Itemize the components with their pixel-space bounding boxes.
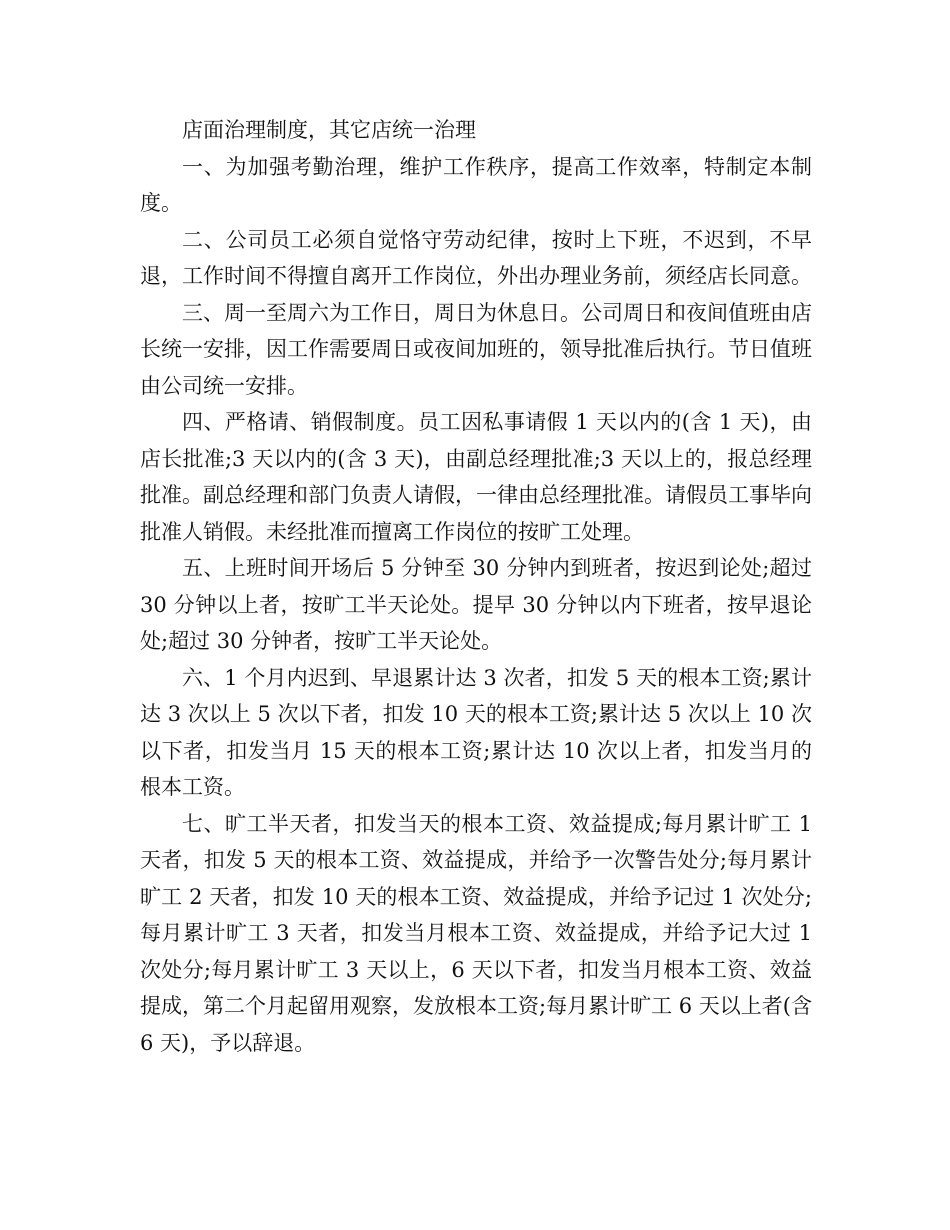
paragraph-5: 五、上班时间开场后 5 分钟至 30 分钟内到班者，按迟到论处;超过 30 分钟以上者，按旷工半天论处。提早 30 分钟以内下班者，按早退论处;超过 30 分钟者，按旷工半天论处。 [140,556,812,653]
paragraph-6: 六、1 个月内迟到、早退累计达 3 次者，扣发 5 天的根本工资;累计达 3 次以上 5 次以下者，扣发 10 天的根本工资;累计达 5 次以上 10 次以下者，扣发当月 15 天的根本工资;累计达 10 次以上者，扣发当月的根本工资。 [140,665,812,799]
paragraph-7: 七、旷工半天者，扣发当天的根本工资、效益提成;每月累计旷工 1 天者，扣发 5 天的根本工资、效益提成，并给予一次警告处分;每月累计旷工 2 天者，扣发 10 天的根本工资、效益提成，并给予记过 1 次处分;每月累计旷工 3 天者，扣发当月根本工资、效益提成，并给予记大过 1 次处分;每月累计旷工 3 天以上，6 天以下者，扣发当月根本工资、效益提成，第二个月起留用观察，发放根本工资;每月累计旷工 6 天以上者(含 6 天)，予以辞退。 [140,811,812,1055]
document-body [140,112,812,1061]
paragraph-4: 四、严格请、销假制度。员工因私事请假 1 天以内的(含 1 天)，由店长批准;3 天以内的(含 3 天)，由副总经理批准;3 天以上的，报总经理批准。副总经理和部门负责人请假，一律由总经理批准。请假员工事毕向批准人销假。未经批准而擅离工作岗位的按旷工处理。 [140,410,812,544]
paragraph-2: 二、公司员工必须自觉恪守劳动纪律，按时上下班，不迟到，不早退，工作时间不得擅自离开工作岗位，外出办理业务前，须经店长同意。 [140,227,812,288]
paragraph-1: 一、为加强考勤治理，维护工作秩序，提高工作效率，特制定本制度。 [140,154,812,215]
document-title-line: 店面治理制度，其它店统一治理 [182,118,476,142]
paragraph-3: 三、周一至周六为工作日，周日为休息日。公司周日和夜间值班由店长统一安排，因工作需要周日或夜间加班的，领导批准后执行。节日值班由公司统一安排。 [140,300,812,398]
